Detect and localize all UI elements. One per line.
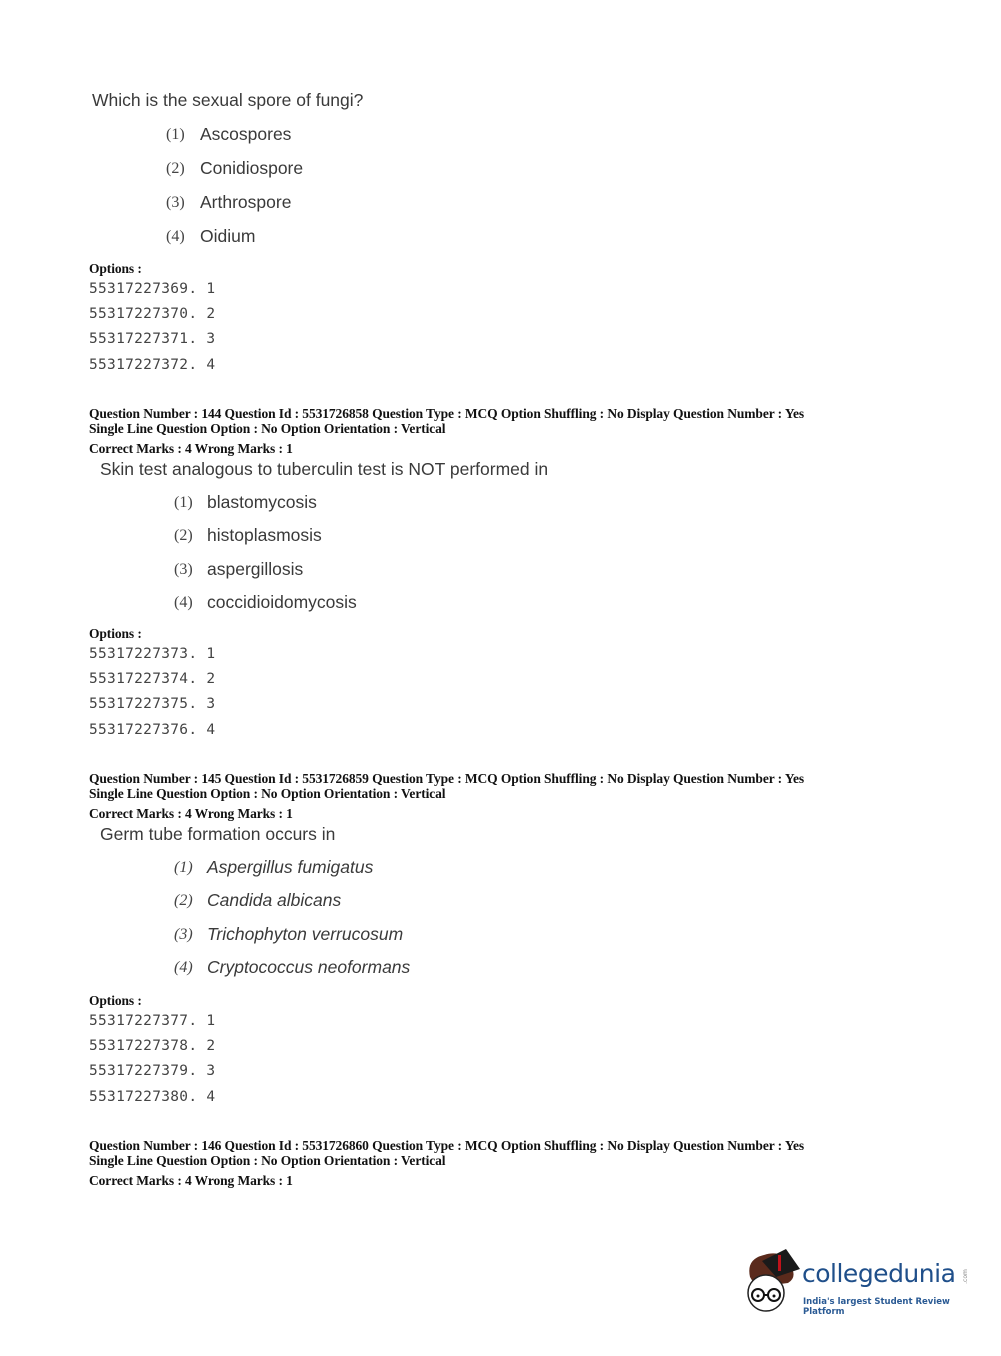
option-number: (1) [174,494,193,511]
option-label: Candida albicans [207,890,342,910]
option-label: histoplasmosis [207,525,322,545]
logo-suffix: .com [961,1269,969,1284]
question-meta-line1: Question Number : 146 Question Id : 5531726860 Question Type : MCQ Option Shuffling : No Display Question Number : Yes [89,1138,805,1153]
option-label: Cryptococcus neoformans [207,957,411,977]
option-number: (3) [174,926,193,943]
option-id: 55317227378. 2 [89,1038,216,1054]
question-meta-line2: Single Line Question Option : No Option Orientation : Vertical [89,421,446,436]
question-marks: Correct Marks : 4 Wrong Marks : 1 [89,441,293,456]
option-id: 55317227372. 4 [89,357,216,373]
option-label: Ascospores [200,124,292,144]
option-label: coccidioidomycosis [207,592,357,612]
collegedunia-logo [742,1247,972,1317]
option-label: Aspergillus fumigatus [207,857,374,877]
option-label: Arthrospore [200,192,292,212]
option-number: (2) [174,892,193,909]
question-meta-line2: Single Line Question Option : No Option Orientation : Vertical [89,1153,446,1168]
option-number: (1) [174,859,193,876]
options-label: Options : [89,993,142,1008]
option-number: (1) [166,126,185,143]
question-text: Germ tube formation occurs in [100,824,336,844]
option-number: (3) [174,561,193,578]
options-label: Options : [89,261,142,276]
option-id: 55317227375. 3 [89,696,216,712]
logo-tagline: India's largest Student Review Platform [803,1297,950,1317]
option-label: Conidiospore [200,158,304,178]
question-marks: Correct Marks : 4 Wrong Marks : 1 [89,806,293,821]
option-number: (3) [166,194,185,211]
question-marks: Correct Marks : 4 Wrong Marks : 1 [89,1173,293,1188]
option-label: blastomycosis [207,492,317,512]
option-number: (4) [166,228,185,245]
option-label: aspergillosis [207,559,304,579]
option-number: (4) [174,959,193,976]
question-meta-line1: Question Number : 144 Question Id : 5531726858 Question Type : MCQ Option Shuffling : No Display Question Number : Yes [89,406,805,421]
option-number: (4) [174,594,193,611]
option-id: 55317227370. 2 [89,306,216,322]
option-id: 55317227371. 3 [89,331,216,347]
option-label: Oidium [200,226,256,246]
logo-brand: collegedunia [802,1259,956,1288]
option-id: 55317227377. 1 [89,1013,216,1029]
question-meta-line1: Question Number : 145 Question Id : 5531726859 Question Type : MCQ Option Shuffling : No Display Question Number : Yes [89,771,805,786]
option-id: 55317227379. 3 [89,1063,216,1079]
question-text: Which is the sexual spore of fungi? [92,90,364,110]
mascot-icon [742,1247,802,1317]
option-id: 55317227369. 1 [89,281,216,297]
option-id: 55317227373. 1 [89,646,216,662]
question-meta-line2: Single Line Question Option : No Option Orientation : Vertical [89,786,446,801]
option-id: 55317227374. 2 [89,671,216,687]
options-label: Options : [89,626,142,641]
question-text: Skin test analogous to tuberculin test is NOT performed in [100,459,549,479]
option-id: 55317227376. 4 [89,722,216,738]
option-id: 55317227380. 4 [89,1089,216,1105]
option-label: Trichophyton verrucosum [207,924,404,944]
option-number: (2) [166,160,185,177]
option-number: (2) [174,527,193,544]
